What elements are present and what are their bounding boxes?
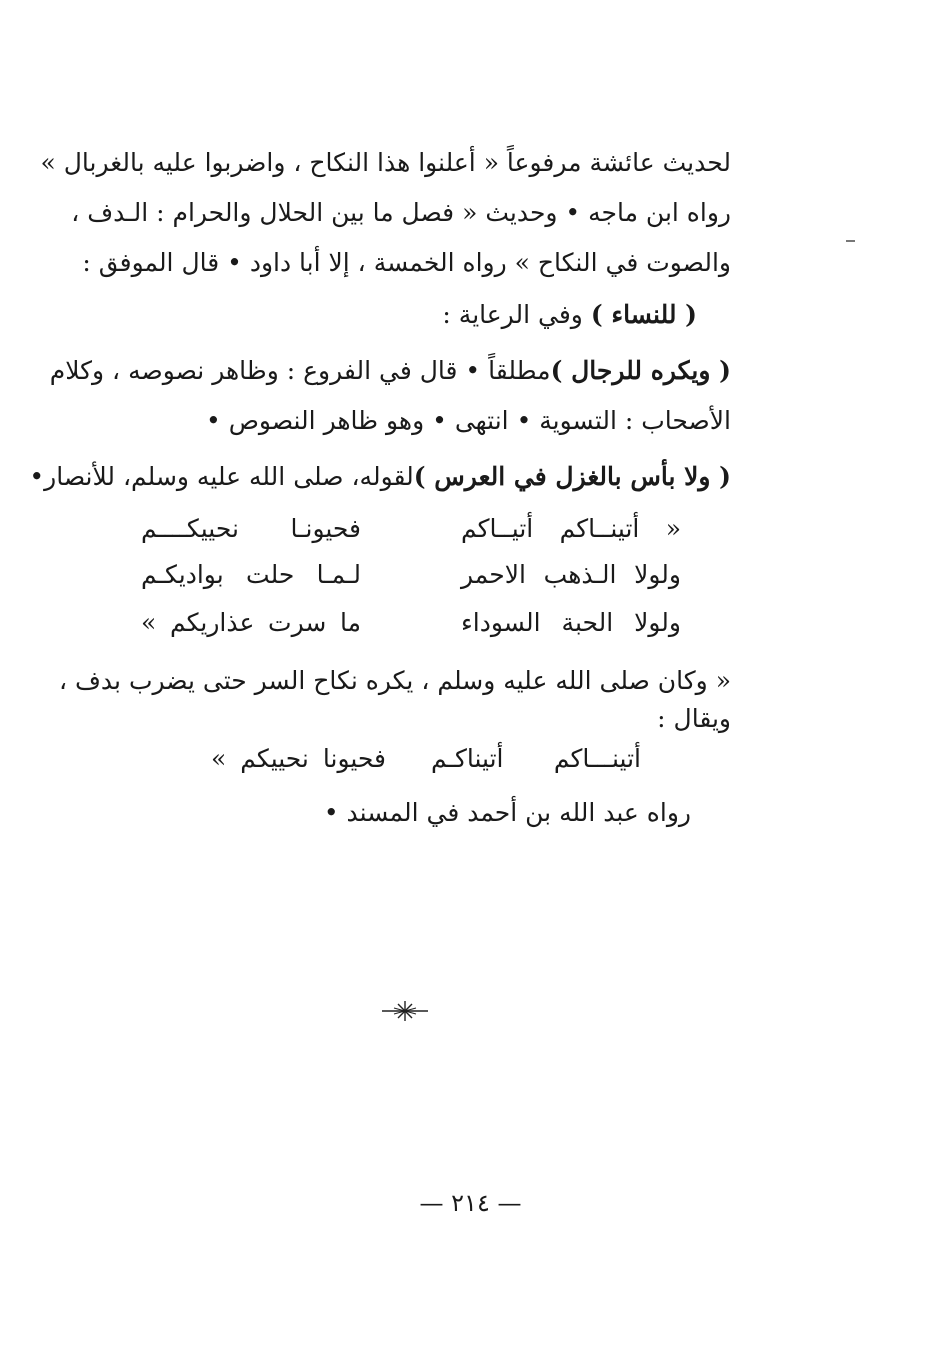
citation: رواه عبد الله بن أحمد في المسند • [323, 798, 691, 827]
verse-first-half: ولولا الحبة السوداء [461, 608, 681, 637]
verse-second-half: فحيونـا نحييكــــم [141, 514, 361, 543]
verse-second-half: ما سرت عذاريكم » [141, 608, 361, 637]
text-span: وفي الرعاية : [442, 300, 591, 329]
text-span: مطلقاً • قال في الفروع : وظاهر نصوصه ، وكلام [49, 356, 551, 385]
bold-heading: ( للنساء ) [590, 300, 697, 329]
verse-first-half: أتينـــاكم أتيناكـم [431, 744, 641, 773]
text-line: « وكان صلى الله عليه وسلم ، يكره نكاح السر حتى يضرب بدف ، [59, 666, 731, 695]
text-line: لحديث عائشة مرفوعاً « أعلنوا هذا النكاح ، واضربوا عليه بالغربال » [40, 148, 731, 177]
text-line: الأصحاب : التسوية • انتهى • وهو ظاهر النصوص • [206, 406, 731, 435]
verse-second-half: لـمـا حلت بواديكـم [141, 560, 361, 589]
text-line: رواه ابن ماجه • وحديث « فصل ما بين الحلال والحرام : الـدف ، [71, 198, 731, 227]
text-line [442, 298, 697, 332]
verse-first-half: ولولا الـذهب الاحمر [461, 560, 681, 589]
verse-second-half: فحيونا نحييكم » [211, 744, 386, 773]
verse-first-half: « أتينــاكم أتيــاكم [461, 514, 681, 543]
bold-heading: ( ولا بأس بالغزل في العرس ) [413, 462, 731, 491]
text-line [29, 460, 731, 494]
page-number: — ٢١٤ — [419, 1189, 522, 1217]
margin-mark [846, 240, 855, 242]
text-line: ويقال : [657, 704, 731, 733]
text-line: والصوت في النكاح » رواه الخمسة ، إلا أبا داود • قال الموفق : [82, 248, 731, 277]
text-span: لقوله، صلى الله عليه وسلم، للأنصار• [29, 462, 414, 491]
bold-heading: ( ويكره للرجال ) [550, 356, 731, 385]
section-divider-ornament [380, 996, 430, 1026]
text-line [49, 354, 731, 388]
